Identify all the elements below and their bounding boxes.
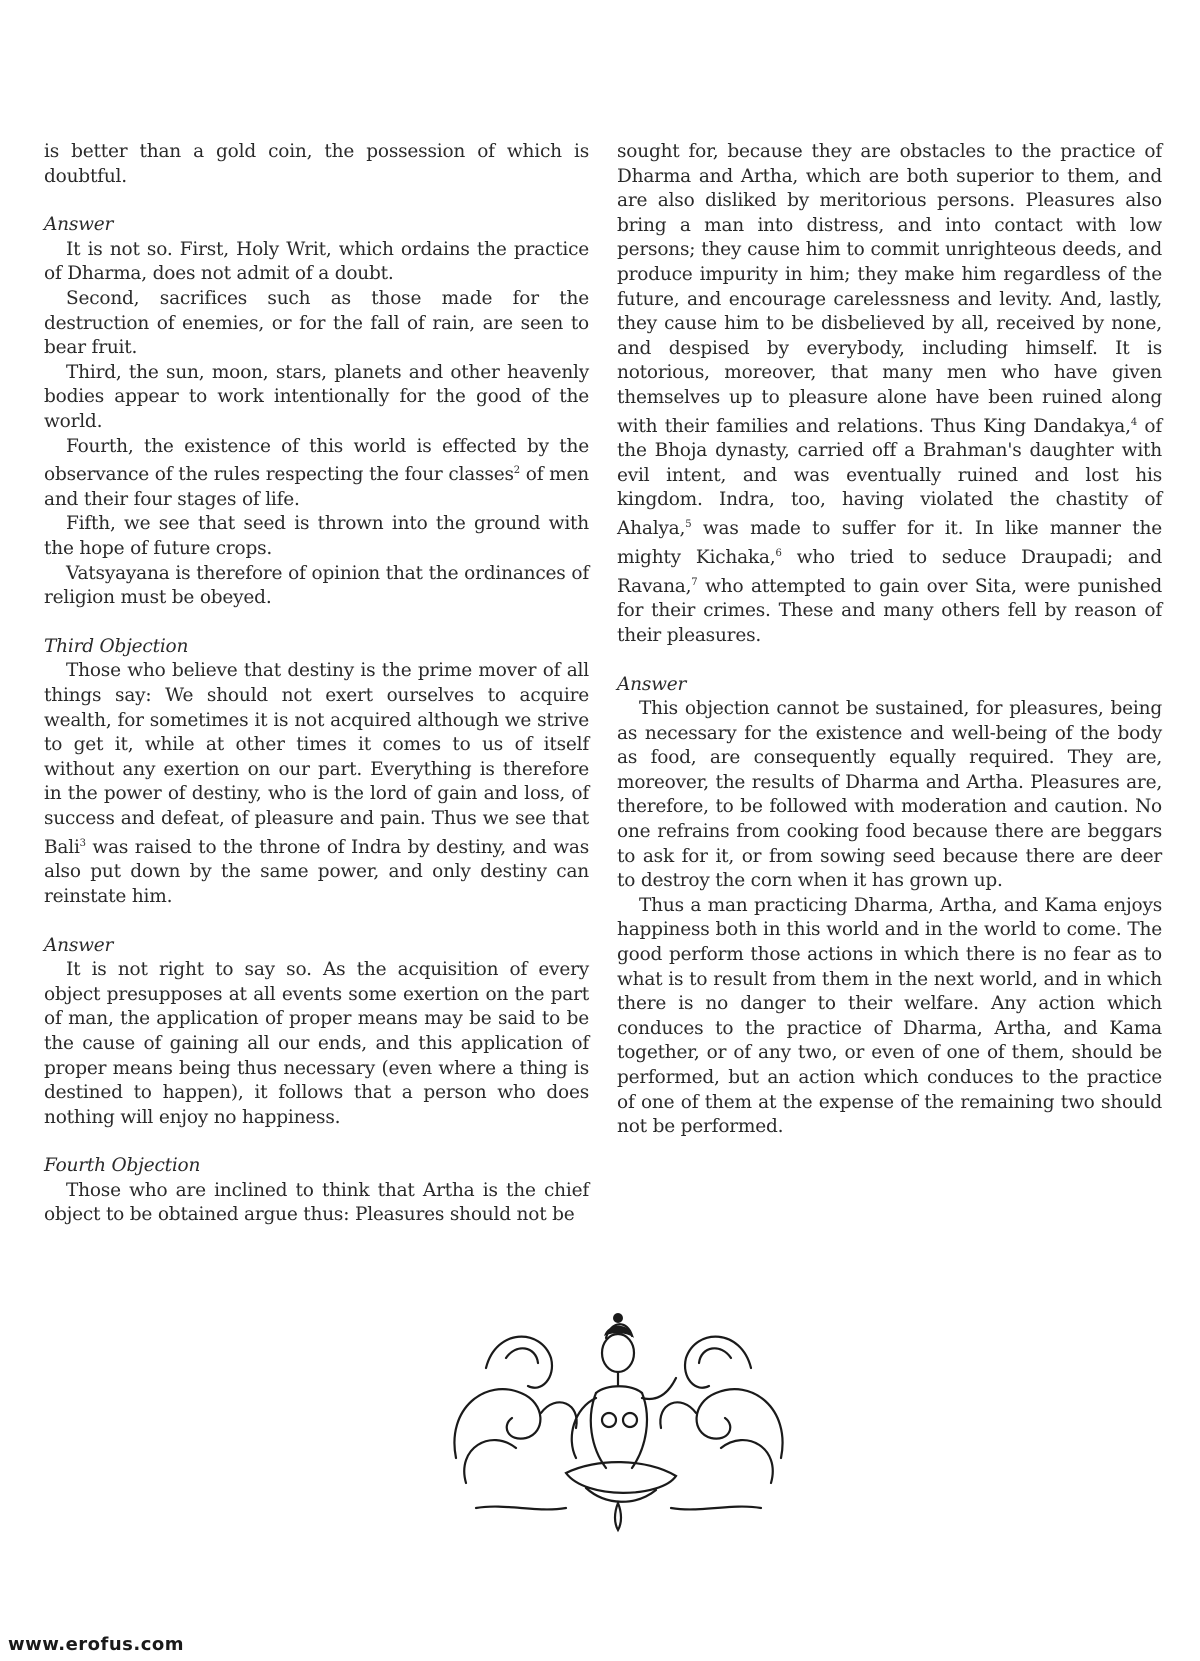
footnote-7: 7 <box>691 576 698 588</box>
answer-heading-1: Answer <box>44 214 114 236</box>
right-column <box>617 140 1162 1140</box>
answer-1-third: Third, the sun, moon, stars, planets and other heavenly bodies appear to work intentionally for the good of the world. <box>44 361 589 432</box>
intro-paragraph: is better than a gold coin, the possession of which is doubtful. <box>44 141 589 187</box>
fourth-objection-paragraph: Those who are inclined to think that Artha is the chief object to be obtained argue thus: Pleasures should not be <box>44 1179 589 1226</box>
third-objection-paragraph <box>44 659 589 909</box>
answer-heading-2: Answer <box>44 934 114 956</box>
fourth-objection-heading: Fourth Objection <box>44 1155 201 1177</box>
answer-1-second: Second, sacrifices such as those made for the destruction of enemies, or for the fall of rain, are seen to bear fruit. <box>44 287 589 359</box>
answer-1-conclusion: Vatsyayana is therefore of opinion that the ordinances of religion must be obeyed. <box>44 562 589 609</box>
answer-1-first: It is not so. First, Holy Writ, which ordains the practice of Dharma, does not admit of a doubt. <box>44 238 589 285</box>
third-objection-text: Those who believe that destiny is the prime mover of all things say: We should not exert ourselves to acquire wealth, for sometimes it is not acquired although we strive to get it, while at other times it comes to us of itself without any exertion on our part. Everything is therefore in the power of destiny, who is the lord of gain and loss, of success and defeat, of pleasure and pain. Thus we see that Bali <box>44 660 589 858</box>
continuation-text-a: sought for, because they are obstacles to the practice of Dharma and Artha, which are both superior to them, and are also disliked by meritorious persons. Pleasures also bring a man into distress, and into contact with low persons; they cause him to commit unrighteous deeds, and produce impurity in him; they make him regardless of the future, and encourage carelessness and levity. And, lastly, they cause him to be disbelieved by all, received by none, and despised by everybody, including himself. It is notorious, moreover, that many men who have given themselves up to pleasure alone have been ruined along with their families and relations. Thus King Dandakya, <box>617 141 1162 437</box>
watermark: www.erofus.com <box>0 1632 248 1661</box>
continuation-text-e: who attempted to gain over Sita, were punished for their crimes. These and many others fell by reason of their pleasures. <box>617 575 1162 646</box>
footnote-4: 4 <box>1130 416 1137 428</box>
answer-3-first: This objection cannot be sustained, for pleasures, being as necessary for the existence and well-being of the body as food, are consequently equally required. They are, moreover, the results of Dharma and Artha. Pleasures are, therefore, to be followed with moderation and caution. No one refrains from cooking food because there are beggars to ask for it, or from sowing seed because there are deer to destroy the corn when it has grown up. <box>617 698 1162 892</box>
answer-2-paragraph: It is not right to say so. As the acquisition of every object presupposes at all events some exertion on the part of man, the application of proper means may be said to be the cause of gaining all our ends, and this application of proper means being thus necessary (even where a thing is destined to happen), it follows that a person who does nothing will enjoy no happiness. <box>44 959 589 1128</box>
continuation-text-c: was made to suffer for it. In like manner the mighty Kichaka, <box>617 518 1162 568</box>
answer-1-fourth-text: Fourth, the existence of this world is effected by the observance of the rules respecting the four classes <box>44 435 589 486</box>
third-objection-tail: was raised to the throne of Indra by destiny, and was also put down by the same power, and only destiny can reinstate him. <box>44 836 589 907</box>
continuation-text-b: of the Bhoja dynasty, carried off a Brahman's daughter with evil intent, and was eventually ruined and lost his kingdom. Indra, too, having violated the chastity of Ahalya, <box>617 415 1162 540</box>
footnote-5: 5 <box>685 519 692 531</box>
woman-lotus-illustration-icon <box>446 1308 791 1533</box>
answer-3-second: Thus a man practicing Dharma, Artha, and Kama enjoys happiness both in this world and in the world to come. The good perform those actions in which there is no fear as to what is to result from them in the next world, and in which there is no danger to their welfare. Any action which conduces to the practice of Dharma, Artha, and Kama together, or of any two, or even of one of them, should be performed, but an action which conduces to the practice of one of them at the expense of the remaining two should not be performed. <box>617 894 1162 1138</box>
answer-1-fifth: Fifth, we see that seed is thrown into the ground with the hope of future crops. <box>44 513 589 560</box>
continuation-paragraph <box>617 140 1162 649</box>
answer-heading-3: Answer <box>617 673 687 695</box>
continuation-text-d: who tried to seduce Draupadi; and Ravana, <box>617 546 1162 597</box>
footnote-6: 6 <box>775 547 782 559</box>
footnote-3: 3 <box>79 837 86 849</box>
left-column <box>44 140 589 1228</box>
third-objection-heading: Third Objection <box>44 635 189 657</box>
answer-1-fourth <box>44 435 589 513</box>
answer-1-fourth-tail: of men and their four stages of life. <box>44 464 589 510</box>
footnote-2: 2 <box>513 465 520 477</box>
